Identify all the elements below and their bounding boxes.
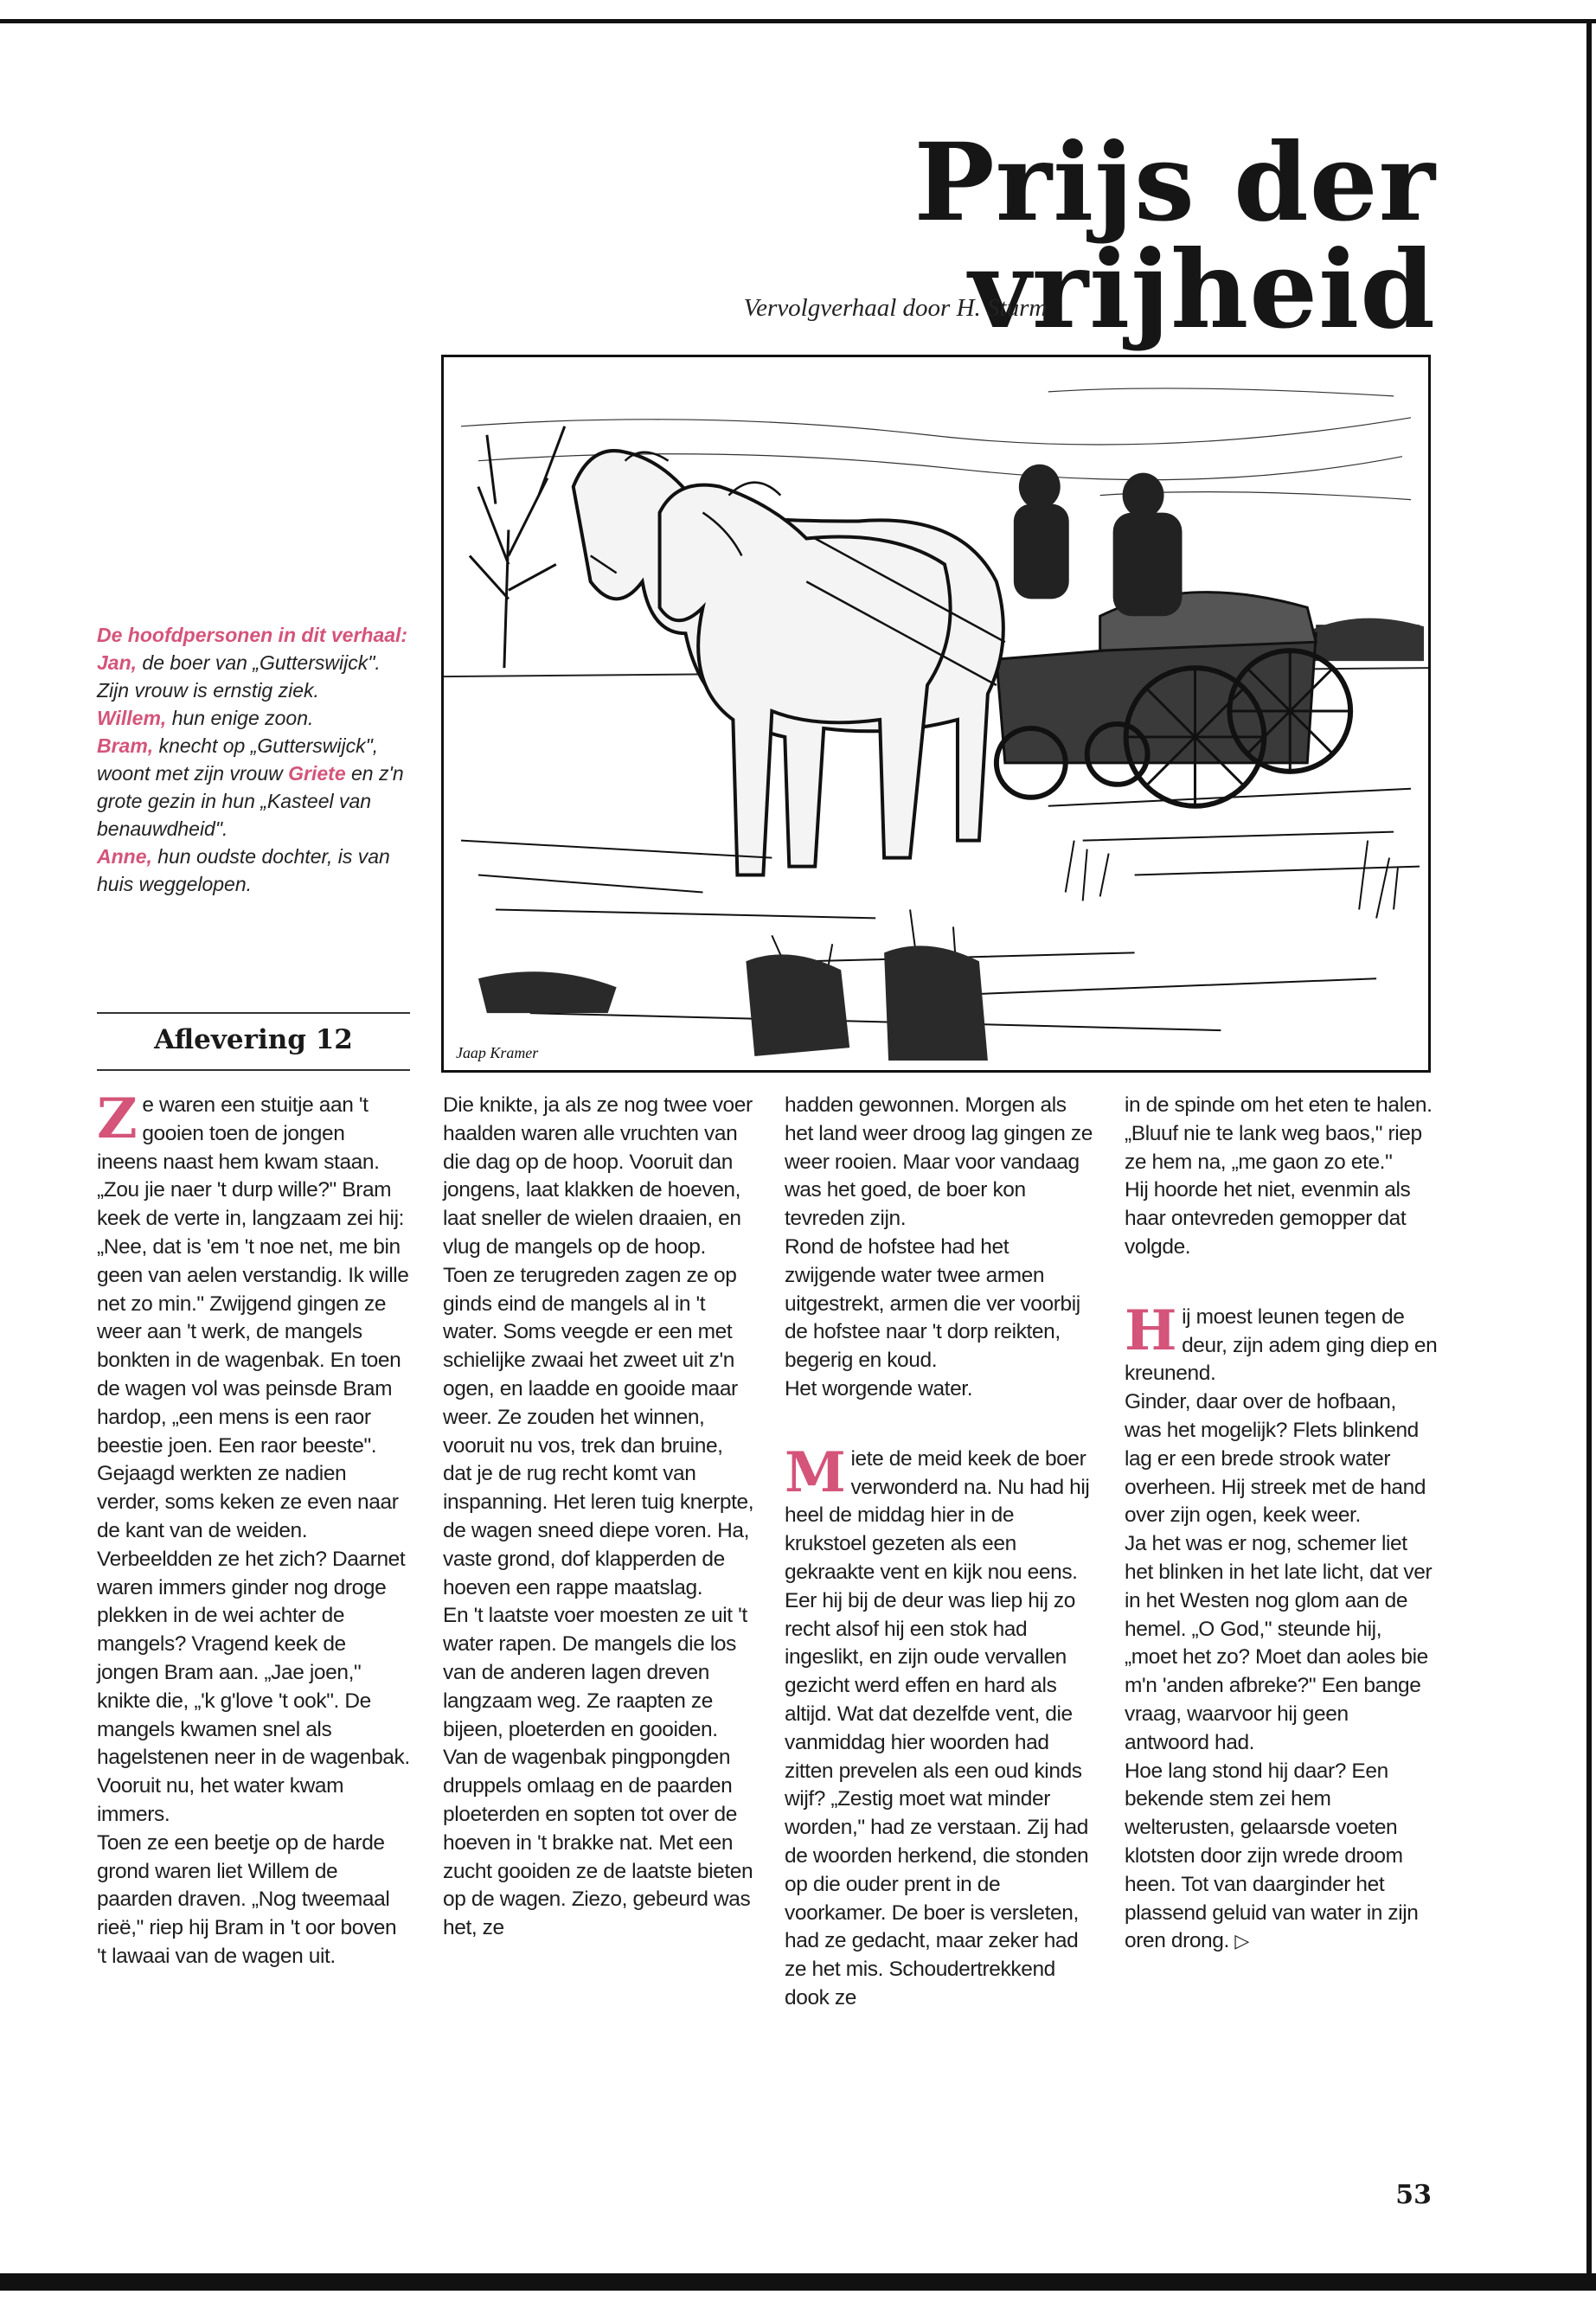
paragraph xyxy=(97,1086,410,1460)
character-willem xyxy=(97,704,417,732)
paragraph: Rond de hofstee had het zwijgende water twee armen uitgestrekt, armen die ver voorbij de hofstee naar 't dorp reikten, begerig en koud. xyxy=(785,1234,1080,1373)
section-break xyxy=(1125,1262,1438,1304)
character-description: knecht op „Gutterswijck", woont met zijn vrouw xyxy=(97,734,379,785)
right-rule xyxy=(1586,19,1592,2277)
illustration-drawing xyxy=(444,357,1428,1070)
paragraph: hadden gewonnen. Morgen als het land weer droog lag gingen ze weer rooien. Maar voor vandaag was het goed, de boer kon tevreden zijn. xyxy=(785,1093,1093,1231)
paragraph-text: iete de meid keek de boer verwonderd na. Nu had hij heel de middag hier in de krukstoel gezeten als een gekraakte vent en kijk nou eens. Eer hij bij de deur was liep hij zo recht alsof hij een stok had ingeslikt, en zijn oude vervallen gezicht werd effen en hard als altijd. Wat dat dezelfde vent, die vanmiddag hier woorden had zitten prevelen als een oud kinds wijf? „Zestig moet wat minder worden," had ze verstaan. Zij had de woorden herkend, die stonden op die ouder prent in de voorkamer. De boer is versleten, had ze gedacht, maar zeker had ze het mis. Schoudertrekkend dook ze xyxy=(785,1446,1090,2009)
bottom-rule xyxy=(0,2273,1596,2291)
drop-cap: Z xyxy=(97,1086,138,1151)
paragraph: Het worgende water. xyxy=(785,1376,973,1400)
paragraph xyxy=(1125,1758,1438,1957)
paragraph: in de spinde om het eten te halen. xyxy=(1125,1093,1433,1117)
paragraph: „Bluuf nie te lank weg baos," riep ze hem na, „me gaon zo ete." xyxy=(1125,1121,1422,1174)
character-anne xyxy=(97,843,417,898)
paragraph: Toen ze een beetje op de harde grond waren liet Willem de paarden draven. „Nog tweemaal rieë," riep hij Bram in 't oor boven 't lawaai van de wagen uit. xyxy=(97,1830,397,1968)
paragraph: Hij hoorde het niet, evenmin als haar ontevreden gemopper dat volgde. xyxy=(1125,1178,1411,1259)
episode-rule-bottom xyxy=(97,1069,410,1071)
paragraph xyxy=(1125,1298,1438,1388)
continue-arrow-icon: ▷ xyxy=(1234,1930,1249,1952)
paragraph: Ja het was er nog, schemer liet het blinken in het late licht, dat ver in het Westen nog glom aan de hemel. „O God," steunde hij, „moet het zo? Moet dan aoles bie m'n 'anden afbreke?" Een bange vraag, waarvoor hij geen antwoord had. xyxy=(1125,1532,1433,1754)
character-description: hun enige zoon. xyxy=(166,707,314,729)
paragraph xyxy=(785,1439,1098,2013)
text-column-1 xyxy=(97,1086,410,1971)
paragraph-text: e waren een stuitje aan 't gooien toen de jongen ineens naast hem kwam staan. „Zou jie naer 't durp wille?" Bram keek de verte in, langzaam zei hij: „Nee, dat is 'em 't noe net, me bin geen van aelen verstandig. Ik wille net zo min." Zwijgend gingen ze weer aan 't werk, de mangels bonkten in de wagenbak. En toen de wagen vol was peinsde Bram hardop, „een mens is een raor beestie joen. Een raor beeste". xyxy=(97,1093,409,1458)
text-column-3 xyxy=(785,1092,1098,2013)
section-break xyxy=(785,1404,1098,1445)
paragraph: Toen ze terugreden zagen ze op ginds eind de mangels al in 't water. Soms veegde er een met schielijke zwaai het zweet uit z'n ogen, en laadde en gooide maar weer. Ze zouden het winnen, vooruit nu vos, trek dan bruine, dat je de rug recht komt van inspanning. Het leren tuig knerpte, de wagen sneed diepe voren. Ha, vaste grond, dof klapperden de hoeven een rappe maatslag. xyxy=(443,1263,754,1599)
episode-label: Aflevering 12 xyxy=(154,1024,353,1055)
character-name: Griete xyxy=(288,762,346,785)
sidebar-heading: De hoofdpersonen in dit verhaal: xyxy=(97,624,408,646)
paragraph: Gejaagd werkten ze nadien verder, soms keken ze even naar de kant van de weiden. Verbeeldden ze het zich? Daarnet waren immers ginder nog droge plekken in de wei achter de mangels? Vragend keek de jongen Bram aan. „Jae joen," knikte die, „'k g'love 't ook". De mangels kwamen snel als hagelstenen neer in de wagenbak. Vooruit nu, het water kwam immers. xyxy=(97,1462,410,1826)
paragraph-text: ij moest leunen tegen de deur, zijn adem ging diep en kreunend. xyxy=(1125,1304,1438,1386)
story-title: Prijs der vrijheid xyxy=(913,120,1436,353)
text-column-2 xyxy=(443,1092,756,1943)
drop-cap: H xyxy=(1125,1298,1177,1363)
character-name: Jan, xyxy=(97,651,138,674)
character-name: Bram, xyxy=(97,734,154,757)
paragraph-text: Hoe lang stond hij daar? Een bekende stem zei hem welterusten, gelaarsde voeten klotsten door zijn wrede droom heen. Tot van daarginder het plassend geluid van water in zijn oren drong. xyxy=(1125,1759,1419,1953)
top-rule xyxy=(0,19,1596,23)
character-description: en z'n grote gezin in hun „Kasteel van benauwdheid". xyxy=(97,762,404,840)
character-jan xyxy=(97,649,417,704)
paragraph: En 't laatste voer moesten ze uit 't water rapen. De mangels die los van de anderen lagen dreven langzaam weg. Ze raapten ze bijeen, ploeterden en gooiden. Van de wagenbak pingpongden druppels omlaag en de paarden ploeterden en sopten tot over de hoeven in 't brakke nat. Met een zucht gooiden ze de laatste bieten op de wagen. Ziezo, gebeurd was het, ze xyxy=(443,1604,753,1940)
paragraph: Ginder, daar over de hofbaan, was het mogelijk? Flets blinkend lag er een brede strook water overheen. Hij streek met de hand over zijn ogen, keek weer. xyxy=(1125,1390,1426,1528)
character-sidebar xyxy=(97,621,417,898)
paragraph: Die knikte, ja als ze nog twee voer haalden waren alle vruchten van die dag op de hoop. Vooruit dan jongens, laat klakken de hoeven, laat sneller de wielen draaien, en vlug de mangels op de hoop. xyxy=(443,1093,753,1259)
character-name: Willem, xyxy=(97,707,167,729)
character-description: de boer van „Gutterswijck". Zijn vrouw is ernstig ziek. xyxy=(97,651,381,702)
illustrator-signature: Jaap Kramer xyxy=(455,1044,539,1062)
character-name: Anne, xyxy=(97,845,152,868)
character-description: hun oudste dochter, is van huis weggelopen. xyxy=(97,845,390,895)
text-column-4 xyxy=(1125,1092,1438,1956)
story-byline: Vervolgverhaal door H. Sturm xyxy=(743,294,1048,322)
character-bram xyxy=(97,732,417,843)
illustration-horse-cart xyxy=(441,355,1431,1073)
drop-cap: M xyxy=(785,1439,846,1505)
episode-rule-top xyxy=(97,1012,410,1014)
page-number: 53 xyxy=(1395,2180,1432,2210)
